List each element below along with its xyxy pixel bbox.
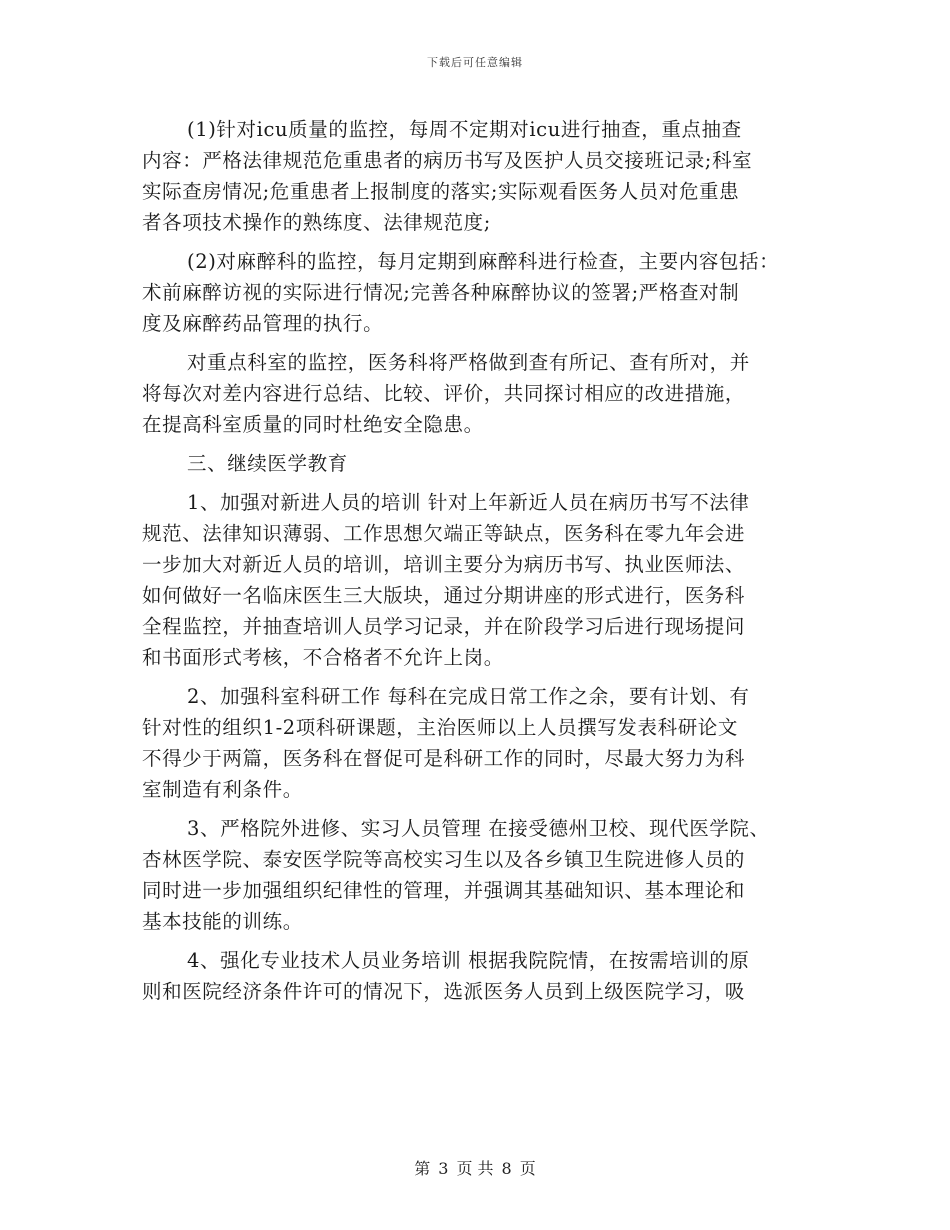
text-line: 3、严格院外进修、实习人员管理 在接受德州卫校、现代医学院、 [187, 817, 770, 840]
text-line: 基本技能的训练。 [142, 910, 303, 933]
section-heading: 三、继续医学教育 [187, 452, 348, 475]
text-line: 对重点科室的监控，医务科将严格做到查有所记、查有所对，并 [187, 351, 750, 374]
page-footer [0, 1156, 950, 1179]
text-line: 2、加强科室科研工作 每科在完成日常工作之余，要有计划、有 [187, 685, 750, 708]
current-page-number: 3 [438, 1159, 449, 1178]
text-line: (1)针对icu质量的监控，每周不定期对icu进行抽查，重点抽查 [187, 118, 742, 141]
text-line: 针对性的组织1-2项科研课题，主治医师以上人员撰写发表科研论文 [142, 716, 739, 739]
paragraph-professional-training [142, 945, 818, 1007]
text-line: 4、强化专业技术人员业务培训 根据我院院情，在按需培训的原 [187, 949, 750, 972]
text-line: 全程监控，并抽查培训人员学习记录，并在阶段学习后进行现场提问 [142, 615, 746, 638]
text-line: 者各项技术操作的熟练度、法律规范度; [142, 211, 491, 234]
text-line: 和书面形式考核，不合格者不允许上岗。 [142, 646, 504, 669]
total-page-count: 8 [501, 1159, 512, 1178]
text-line: 杏林医学院、泰安医学院等高校实习生以及各乡镇卫生院进修人员的 [142, 848, 746, 871]
text-line: 1、加强对新进人员的培训 针对上年新近人员在病历书写不法律 [187, 491, 750, 514]
page-header: 下载后可任意编辑 [427, 56, 523, 69]
text-line: 在提高科室质量的同时杜绝安全隐患。 [142, 413, 484, 436]
paragraph-new-staff-training [142, 487, 818, 673]
text-line: 将每次对差内容进行总结、比较、评价，共同探讨相应的改进措施， [142, 382, 746, 405]
text-line: 规范、法律知识薄弱、工作思想欠端正等缺点，医务科在零九年会进 [142, 522, 746, 545]
footer-middle: 页 共 [456, 1159, 494, 1178]
text-line: 则和医院经济条件许可的情况下，选派医务人员到上级医院学习，吸 [142, 980, 746, 1003]
text-line: 术前麻醉访视的实际进行情况;完善各种麻醉协议的签署;严格查对制 [142, 281, 740, 304]
document-body [142, 114, 818, 1015]
footer-prefix: 第 [414, 1159, 431, 1178]
paragraph-icu-monitoring [142, 114, 818, 238]
text-line: 一步加大对新近人员的培训，培训主要分为病历书写、执业医师法、 [142, 553, 746, 576]
text-line: 如何做好一名临床医生三大版块，通过分期讲座的形式进行，医务科 [142, 584, 746, 607]
paragraph-key-departments [142, 347, 818, 440]
text-line: 同时进一步加强组织纪律性的管理，并强调其基础知识、基本理论和 [142, 879, 746, 902]
text-line: 不得少于两篇，医务科在督促可是科研工作的同时，尽最大努力为科 [142, 747, 746, 770]
section-heading-continuing-education [142, 448, 818, 479]
paragraph-intern-management [142, 813, 818, 937]
paragraph-anesthesia-monitoring [142, 246, 818, 339]
footer-suffix: 页 [519, 1159, 536, 1178]
paragraph-research-work [142, 681, 818, 805]
text-line: 度及麻醉药品管理的执行。 [142, 312, 384, 335]
text-line: (2)对麻醉科的监控，每月定期到麻醉科进行检查，主要内容包括： [187, 250, 780, 273]
text-line: 内容：严格法律规范危重患者的病历书写及医护人员交接班记录;科室 [142, 149, 753, 172]
text-line: 实际查房情况;危重患者上报制度的落实;实际观看医务人员对危重患 [142, 180, 740, 203]
text-line: 室制造有利条件。 [142, 778, 303, 801]
